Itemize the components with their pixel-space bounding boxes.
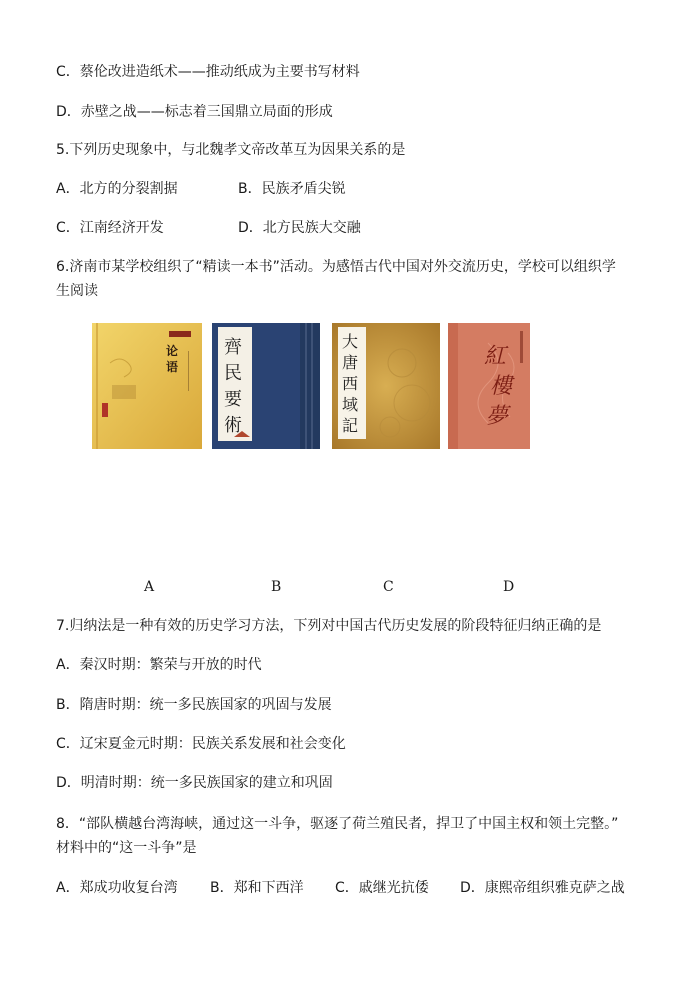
svg-text:域: 域	[342, 395, 359, 414]
svg-text:夢: 夢	[486, 404, 509, 429]
book-b-title: 齊	[224, 337, 242, 358]
q7-option-d: D．明清时期：统一多民族国家的建立和巩固	[56, 775, 333, 791]
q4-option-c: C．蔡伦改进造纸术——推动纸成为主要书写材料	[56, 64, 360, 80]
q6-stem-line1: 6.济南市某学校组织了“精读一本书”活动。为感悟古代中国对外交流历史，学校可以组织学	[56, 259, 616, 275]
q8-option-b: B．郑和下西洋	[210, 880, 304, 896]
book-label-a: A	[144, 579, 155, 595]
svg-text:语: 语	[166, 360, 179, 374]
book-cover-d	[448, 323, 530, 449]
q5-option-c: C．江南经济开发	[56, 220, 164, 236]
book-c-title: 大	[342, 332, 359, 351]
q5-option-d: D．北方民族大交融	[238, 220, 361, 236]
q5-option-a: A．北方的分裂割据	[56, 181, 178, 197]
q6-stem-line2: 生阅读	[56, 283, 98, 299]
book-cover-b	[212, 323, 320, 449]
q7-option-a: A．秦汉时期：繁荣与开放的时代	[56, 657, 262, 673]
book-cover-c	[332, 323, 440, 449]
svg-text:樓: 樓	[490, 374, 513, 399]
q5-stem: 5.下列历史现象中，与北魏孝文帝改革互为因果关系的是	[56, 142, 406, 158]
book-label-c: C	[383, 579, 394, 595]
svg-text:民: 民	[224, 363, 242, 384]
q8-stem-line1: 8．“部队横越台湾海峡，通过这一斗争，驱逐了荷兰殖民者，捍卫了中国主权和领土完整。”	[56, 816, 619, 832]
q7-stem: 7.归纳法是一种有效的历史学习方法，下列对中国古代历史发展的阶段特征归纳正确的是	[56, 618, 602, 634]
svg-text:記: 記	[342, 416, 359, 435]
svg-text:西: 西	[342, 374, 359, 393]
book-a-title: 论	[166, 344, 179, 358]
q8-option-c: C．戚继光抗倭	[335, 880, 429, 896]
q8-stem-line2: 材料中的“这一斗争”是	[56, 840, 197, 856]
svg-text:要: 要	[224, 389, 242, 410]
book-label-d: D	[503, 579, 515, 595]
q5-option-b: B．民族矛盾尖锐	[238, 181, 346, 197]
q7-option-c: C．辽宋夏金元时期：民族关系发展和社会变化	[56, 736, 346, 752]
book-cover-a	[92, 323, 202, 449]
q4-option-d: D．赤壁之战——标志着三国鼎立局面的形成	[56, 104, 333, 120]
svg-text:唐: 唐	[342, 353, 359, 372]
q8-option-d: D．康熙帝组织雅克萨之战	[460, 880, 625, 896]
book-label-b: B	[271, 579, 282, 595]
book-d-title: 紅	[484, 344, 507, 369]
q8-option-a: A．郑成功收复台湾	[56, 880, 178, 896]
q7-option-b: B．隋唐时期：统一多民族国家的巩固与发展	[56, 697, 332, 713]
svg-text:術: 術	[224, 415, 242, 436]
